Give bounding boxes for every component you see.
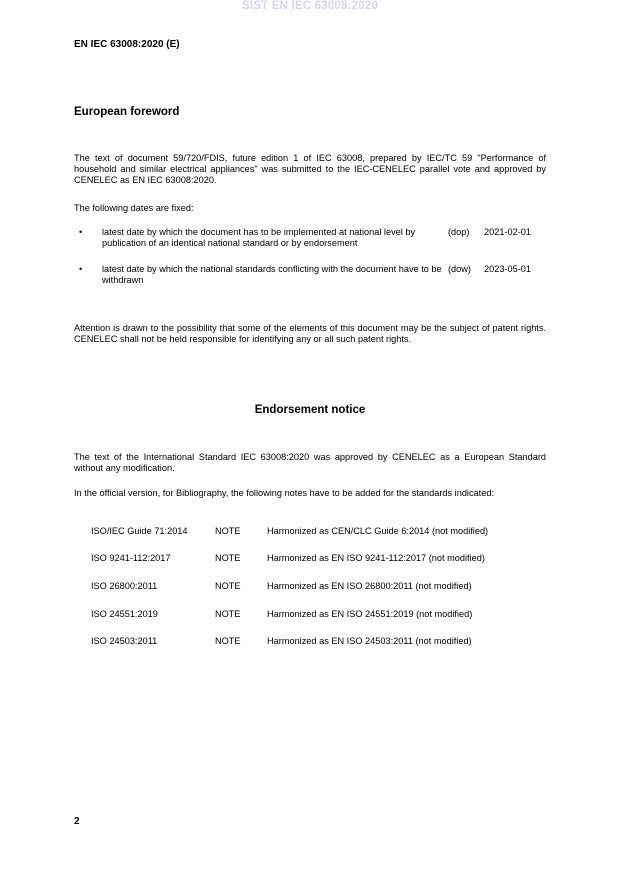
bullet-text: latest date by which the national standards conflicting with the document have to be withdrawn (102, 264, 442, 285)
document-code-header: EN IEC 63008:2020 (E) (74, 39, 180, 50)
bullet-code: (dow) (448, 264, 471, 274)
standard-id: ISO 9241-112:2017 (91, 553, 171, 563)
standard-note: NOTE (215, 553, 241, 563)
standard-id: ISO 24551:2019 (91, 609, 158, 619)
bullet-icon: • (79, 227, 83, 237)
standard-note: NOTE (215, 609, 241, 619)
standard-id: ISO/IEC Guide 71:2014 (91, 526, 188, 536)
foreword-paragraph-2: The following dates are fixed: (74, 203, 194, 213)
standard-row (91, 609, 551, 621)
endorsement-paragraph-2: In the official version, for Bibliography, the following notes have to be added for the standards indicated: (74, 488, 494, 498)
standard-id: ISO 24503:2011 (91, 636, 158, 646)
watermark: SIST EN IEC 63008:2020 (241, 0, 379, 12)
standard-row (91, 636, 551, 648)
standard-row (91, 526, 551, 538)
page-number: 2 (74, 816, 80, 827)
bullet-icon: • (79, 264, 83, 274)
standard-id: ISO 26800:2011 (91, 581, 158, 591)
bullet-date: 2021-02-01 (484, 227, 531, 237)
standard-note: NOTE (215, 526, 241, 536)
foreword-paragraph-patent: Attention is drawn to the possibility that some of the elements of this document may be the subject of patent rights. CENELEC shall not be held responsible for identifying any or all such patent rights. (74, 323, 546, 344)
standard-note: NOTE (215, 636, 241, 646)
standard-harmonized: Harmonized as EN ISO 9241-112:2017 (not modified) (267, 553, 485, 563)
standard-note: NOTE (215, 581, 241, 591)
standard-row (91, 581, 551, 593)
standard-harmonized: Harmonized as EN ISO 26800:2011 (not modified) (267, 581, 472, 591)
standard-harmonized: Harmonized as EN ISO 24503:2011 (not modified) (267, 636, 472, 646)
foreword-paragraph-1: The text of document 59/720/FDIS, future edition 1 of IEC 63008, prepared by IEC/TC 59 "Performance of household and similar electrical appliances" was submitted to the IEC-CENELEC parallel vote and approved by CENELEC as EN IEC 63008:2020. (74, 153, 546, 185)
bullet-date: 2023-05-01 (484, 264, 531, 274)
foreword-heading: European foreword (74, 106, 180, 118)
standard-harmonized: Harmonized as EN ISO 24551:2019 (not modified) (267, 609, 473, 619)
endorsement-heading: Endorsement notice (254, 404, 366, 416)
endorsement-paragraph-1: The text of the International Standard IEC 63008:2020 was approved by CENELEC as a European Standard without any modification. (74, 452, 546, 473)
bullet-text: latest date by which the document has to be implemented at national level by publication of an identical national standard or by endorsement (102, 227, 416, 248)
standard-row (91, 553, 551, 565)
standard-harmonized: Harmonized as CEN/CLC Guide 6:2014 (not modified) (267, 526, 489, 536)
bullet-code: (dop) (448, 227, 470, 237)
